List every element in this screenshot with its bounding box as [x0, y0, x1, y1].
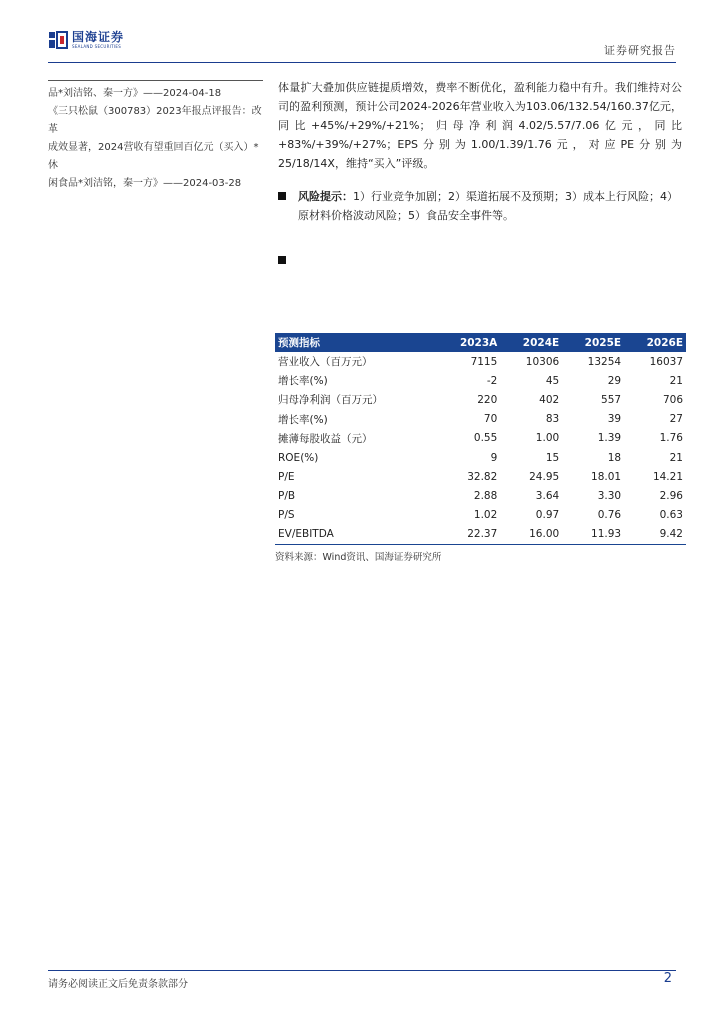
- table-row: [275, 390, 686, 409]
- value-cell: 1.76: [659, 432, 683, 445]
- value-cell: 16.00: [500, 525, 562, 545]
- value-cell: -2: [486, 374, 498, 387]
- header-cell: 2026E: [624, 333, 686, 352]
- footer-divider: [48, 970, 676, 971]
- company-logo: [48, 30, 124, 50]
- logo-en-text: SEALAND SECURITIES: [72, 43, 122, 49]
- table-source: 资料来源：Wind资讯、国海证券研究所: [275, 551, 442, 563]
- value-cell: 45: [545, 374, 560, 387]
- row-label-cell: 归母净利润（百万元）: [278, 394, 383, 407]
- row-label-cell: P/S: [278, 509, 295, 522]
- table-row: [275, 429, 686, 448]
- table-body: [275, 352, 686, 544]
- value-cell: 1.39: [597, 432, 622, 445]
- value-cell: 3.30: [597, 489, 622, 502]
- value-cell: 557: [601, 393, 622, 406]
- footer-disclaimer: 请务必阅读正文后免责条款部分: [48, 979, 188, 990]
- risk-section: [278, 187, 682, 225]
- value-cell: 22.37: [437, 525, 500, 545]
- value-cell: 402: [539, 393, 560, 406]
- summary-paragraph: 体量扩大叠加供应链提质增效，费率不断优化，盈利能力稳中有升。我们维持对公司的盈利预测，预计公司2024-2026年营业收入为103.06/132.54/160.37亿元，同比+45%/+29%/+21%；归母净利润4.02/5.57/7.06亿元，同比+83%/+39%/+27%；EPS分别为1.00/1.39/1.76元，对应PE分别为25/18/14X，维持“买入”评级。: [278, 81, 682, 170]
- row-label-cell: 营业收入（百万元）: [278, 356, 373, 369]
- forecast-table: [275, 333, 686, 545]
- table-header-row: [275, 333, 686, 352]
- value-cell: 3.64: [535, 489, 560, 502]
- header-cell: 2025E: [562, 333, 624, 352]
- value-cell: 220: [477, 393, 498, 406]
- value-cell: 10306: [525, 355, 560, 368]
- header-cell: 2024E: [500, 333, 562, 352]
- table-row: [275, 371, 686, 390]
- value-cell: 11.93: [562, 525, 624, 545]
- value-cell: 83: [545, 413, 560, 426]
- row-label-cell: 增长率(%): [278, 375, 328, 388]
- value-cell: 27: [669, 413, 683, 426]
- value-cell: 2.88: [473, 489, 498, 502]
- row-label-cell: 增长率(%): [278, 413, 328, 426]
- value-cell: 21: [669, 451, 683, 464]
- row-label-cell: EV/EBITDA: [275, 525, 437, 545]
- value-cell: 29: [607, 374, 622, 387]
- value-cell: 39: [607, 413, 622, 426]
- value-cell: 0.63: [659, 509, 683, 522]
- table-row: [275, 525, 686, 545]
- value-cell: 9: [490, 451, 498, 464]
- value-cell: 1.02: [473, 509, 498, 522]
- table-row: [275, 352, 686, 371]
- row-label-cell: P/E: [278, 470, 295, 483]
- related-reports: [48, 80, 263, 193]
- value-cell: 13254: [587, 355, 622, 368]
- table-row: [275, 506, 686, 525]
- row-label-cell: 摊薄每股收益（元）: [278, 432, 373, 445]
- value-cell: 32.82: [467, 470, 498, 483]
- value-cell: 7115: [470, 355, 498, 368]
- header-divider: [48, 62, 676, 63]
- value-cell: 9.42: [624, 525, 686, 545]
- table-row: [275, 486, 686, 505]
- page-number: 2: [663, 971, 672, 986]
- risk-text: 1）行业竞争加剧；2）渠道拓展不及预期；3）成本上行风险；4）原材料价格波动风险；5）食品安全事件等。: [298, 190, 678, 222]
- page-header: [48, 28, 676, 62]
- value-cell: 14.21: [652, 470, 683, 483]
- document-type: 证券研究报告: [604, 44, 676, 57]
- value-cell: 0.97: [535, 509, 560, 522]
- table-row: [275, 410, 686, 429]
- value-cell: 24.95: [529, 470, 560, 483]
- forecast-table-section: [275, 333, 686, 563]
- main-content: [278, 78, 682, 264]
- row-label-cell: ROE(%): [278, 451, 319, 464]
- risk-label: 风险提示：: [298, 190, 353, 203]
- related-report-line: 品*刘洁铭、秦一方》——2024-04-18: [48, 88, 222, 99]
- value-cell: 0.55: [473, 432, 498, 445]
- related-report-line: 成效显著，2024营收有望重回百亿元（买入）*休: [48, 142, 259, 171]
- empty-bullet-section: [278, 251, 682, 264]
- value-cell: 18.01: [591, 470, 622, 483]
- bullet-square-icon: [278, 256, 286, 264]
- related-report-line: 闲食品*刘洁铭，秦一方》——2024-03-28: [48, 178, 242, 189]
- value-cell: 18: [607, 451, 622, 464]
- table-row: [275, 448, 686, 467]
- logo-cn-text: 国海证券: [72, 29, 125, 44]
- value-cell: 70: [483, 413, 498, 426]
- value-cell: 1.00: [535, 432, 560, 445]
- header-cell: 2023A: [437, 333, 500, 352]
- value-cell: 2.96: [659, 489, 683, 502]
- value-cell: 16037: [649, 355, 683, 368]
- logo-icon: [48, 30, 68, 50]
- value-cell: 706: [662, 393, 683, 406]
- table-row: [275, 467, 686, 486]
- header-cell: 预测指标: [275, 333, 437, 352]
- row-label-cell: P/B: [278, 489, 296, 502]
- value-cell: 21: [669, 374, 683, 387]
- related-report-line: 《三只松鼠（300783）2023年报点评报告：改革: [48, 106, 262, 135]
- value-cell: 15: [545, 451, 560, 464]
- value-cell: 0.76: [597, 509, 622, 522]
- bullet-square-icon: [278, 192, 286, 200]
